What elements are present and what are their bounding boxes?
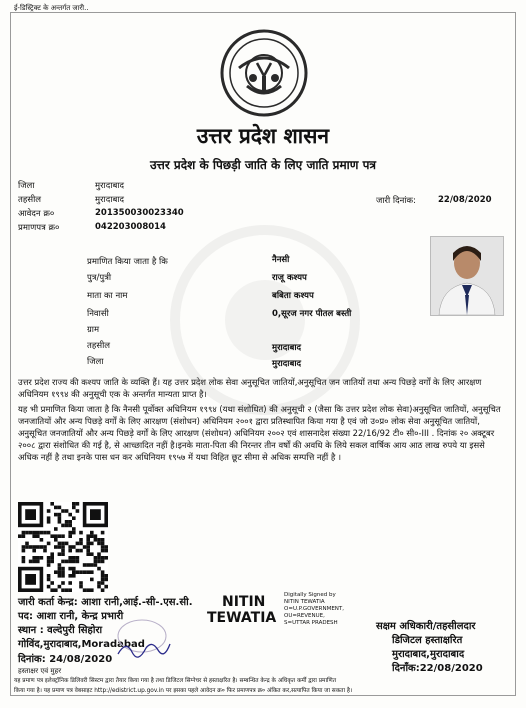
certificate-label: प्रमाणपत्र क्र० [18,223,60,233]
field-label-village: ग्राम [87,325,100,335]
issuer-place: स्थान : वल्देपुरी सिहोरा [18,625,103,636]
issuer-post: पद: आशा रानी, केन्द्र प्रभारी [18,611,124,622]
digital-sign-line: S=UTTAR PRADESH [284,620,338,626]
field-label-district: जिला [87,357,104,367]
digital-sign-line: O=U.P.GOVERNMENT, [284,606,345,612]
issuer-center: जारी कर्ता केन्द्र: आशा रानी,आई.-सी-.एस.सी. [18,597,193,608]
field-label-resident: निवासी [87,309,109,319]
authority-place: मुरादाबाद,मुरादाबाद [392,649,465,660]
certification-paragraph: यह भी प्रमाणित किया जाता है कि नैनसी पूर्वोक्त अधिनियम १९९४ (यथा संशोधित) की अनुसूची २ (जैसा कि उत्तर प्रदेश लोक सेवा)अनुसूचित जातियों, अनुसूचित जनजातियों और अन्य पिछड़े वर्गों के लिए आरक्षण (संशोधन) अधिनियम २००१ द्वारा प्रतिस्थापित किया गया है एवं जो उ०प्र० लोक सेवा अनुसूचित जातियों, अनुसूचित जनजातियों और अन्य पिछड़े वर्गों के लिए आरक्षण (संशोधन) अधिनियम २००२ एवं शासनादेश संख्या 22/16/92 टी० सी०-III . दिनांक २० अक्टूबर २००८ द्वारा संशोधित की गई है, से आच्छादित नहीं है।इनके माता-पिता की निरन्तर तीन वर्षों की अवधि के लिये सकल वार्षिक आय आठ लाख रुपये या इससे अधिक नहीं है तथा इनके पास धन कर अधिनियम १९५७ में यथा विहित छूट सीमा से अधिक सम्पत्ति नहीं है । [18,404,501,462]
field-label-tehsil: तहसील [87,341,111,351]
authority-date: दिनाँक:22/08/2020 [392,663,483,674]
district-label: जिला [18,181,35,191]
field-value-name: नैनसी [272,255,290,265]
field-value-district: मुरादाबाद [272,359,302,369]
document-subtitle: उत्तर प्रदेश के पिछड़ी जाति के लिए जाति प्रमाण पत्र [149,158,377,172]
field-value-tehsil: मुरादाबाद [272,343,302,353]
field-label-mother: माता का नाम [87,291,128,301]
signer-name-line1: NITIN [222,594,266,610]
field-label-certified: प्रमाणित किया जाता है कि [87,257,168,267]
tehsil-value: मुरादाबाद [95,195,125,205]
applicant-photo [430,236,504,316]
up-emblem-icon [219,28,309,118]
certificate-value: 042203008014 [95,222,166,232]
issuer-signature-label: हस्ताक्षर एवं मुहर [18,667,62,675]
authority-digital: डिजिटल हस्ताक्षरित [392,635,463,646]
authority-title: सक्षम अधिकारी/तहसीलदार [376,621,476,632]
footer-line2: किया गया है। यह प्रमाण पत्र वेबसाइट http://edistrict.up.gov.in पर इसका पहले आवेदन क्र० फिर प्रमाणपत्र क्र० अंकित कर,सत्यापित किया जा सकता है। [14,688,353,694]
field-value-father: राजू कश्यप [272,273,307,283]
digital-sign-line: Digitally Signed by [284,592,336,598]
issuer-address: गोविंद,मुरादाबाद,Moradabad [18,639,145,650]
tehsil-label: तहसील [18,195,42,205]
application-value: 201350030023340 [95,208,184,218]
digital-sign-details [284,592,344,627]
field-value-resident: 0,सूरज नगर पीतल बस्ती [272,309,352,319]
footer-line1: यह प्रमाण पत्र इलेक्ट्रॉनिक डिलिवरी सिस्टम द्वारा तैयार किया गया है तथा डिजिटल सिग्नेचर से हस्ताक्षरित है। सम्बन्धित केन्द्र के अधिकृत कर्मी द्वारा प्रमाणित [14,678,337,684]
issue-date-label: जारी दिनांक: [376,196,416,206]
digital-sign-line: NITIN TEWATIA [284,599,325,605]
signature-stamp-icon [112,614,172,664]
district-value: मुरादाबाद [95,181,125,191]
issuer-date: दिनांक: 24/08/2020 [18,654,113,665]
field-value-mother: बबिता कश्यप [272,291,314,301]
issue-date-value: 22/08/2020 [438,195,492,205]
field-label-child-of: पुत्र/पुत्री [87,273,112,283]
document-title: उत्तर प्रदेश शासन [196,124,330,148]
digital-sign-line: OU=REVENUE, [284,613,325,619]
signer-name-line2: TEWATIA [207,610,277,626]
application-label: आवेदन क्र० [18,209,55,219]
qr-code [18,502,108,592]
top-note: ई-डिस्ट्रिक्ट के अन्तर्गत जारी.. [14,4,89,12]
person-photo-icon [431,237,503,315]
caste-paragraph: उत्तर प्रदेश राज्य की कश्यप जाति के व्यक्ति हैं। यह उत्तर प्रदेश लोक सेवा अनुसूचित जातियों,अनुसूचित जन जातियों तथा अन्य पिछड़े वर्गों के लिए आरक्षण अधिनियम १९९४ की अनुसूची एक के अन्तर्गत मान्यता प्राप्त है। [18,377,482,399]
